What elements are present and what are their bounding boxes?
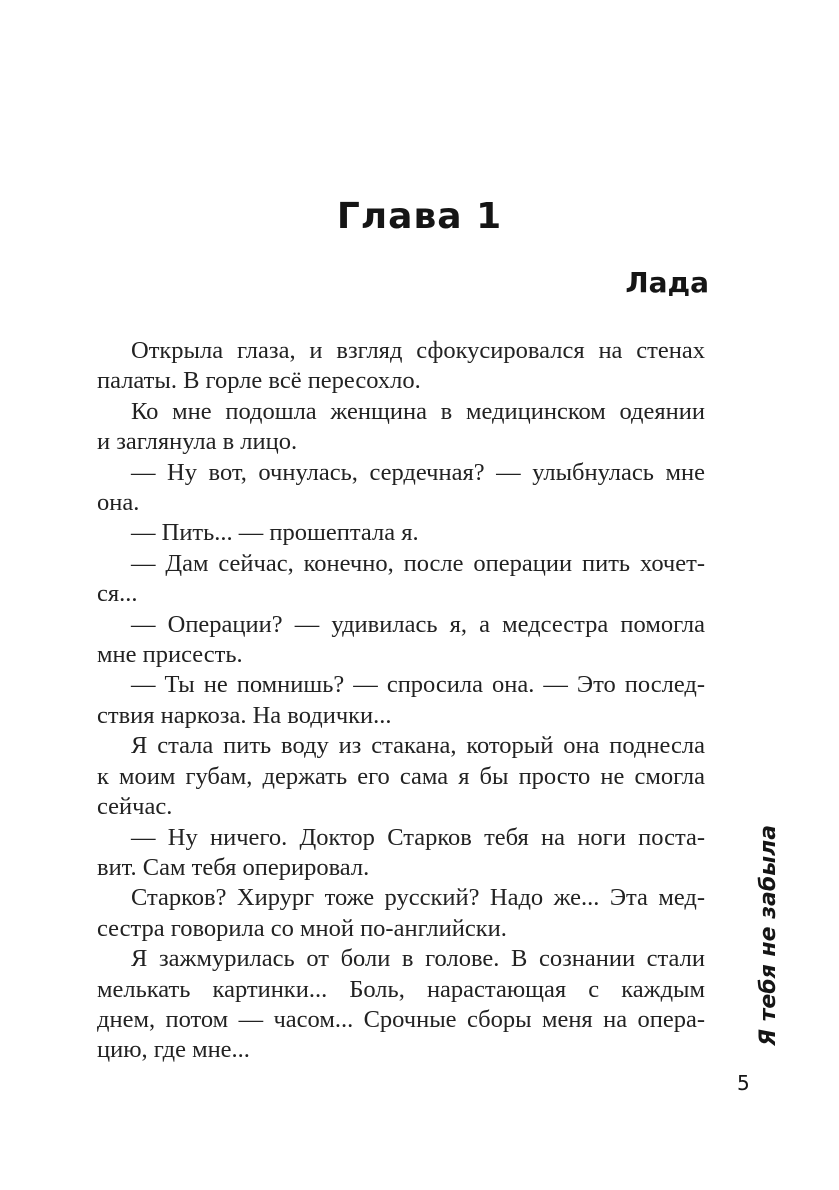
text-line: и заглянула в лицо. [97, 428, 298, 456]
text-line: днем, потом — часом... Срочные сборы меня на опера- [97, 1005, 705, 1033]
text-line: Открыла глаза, и взгляд сфокусировался на стенах [131, 337, 705, 364]
text-line: мелькать картинки... Боль, нарастающая с каждым [97, 975, 705, 1003]
text-line: вит. Сам тебя оперировал. [97, 853, 370, 881]
text-line: — Дам сейчас, конечно, после операции пить хочет- [131, 549, 705, 577]
pov-character-name: Лада [625, 266, 709, 299]
text-line: мне присесть. [97, 641, 243, 669]
text-line: — Ты не помнишь? — спросила она. — Это послед- [131, 671, 705, 699]
text-line: цию, где мне... [97, 1036, 250, 1064]
text-line: Я стала пить воду из стакана, который она поднесла [131, 732, 705, 760]
chapter-title: Глава 1 [336, 196, 503, 237]
running-head-book-title: Я тебя не забыла [756, 824, 781, 1046]
text-line: сейчас. [97, 793, 173, 821]
text-line: палаты. В горле всё пересохло. [97, 367, 421, 395]
text-line: ся... [97, 580, 138, 608]
text-line: — Ну вот, очнулась, сердечная? — улыбнулась мне [131, 458, 705, 486]
text-line: к моим губам, держать его сама я бы просто не смогла [97, 762, 705, 790]
text-line: — Операции? — удивилась я, а медсестра помогла [131, 610, 705, 638]
text-line: ствия наркоза. На водички... [97, 701, 392, 729]
text-line: Ко мне подошла женщина в медицинском одеянии [131, 397, 705, 425]
text-line: — Пить... — прошептала я. [131, 519, 419, 547]
text-line: сестра говорила со мной по-английски. [97, 914, 507, 942]
text-line: она. [97, 489, 140, 517]
body-text [97, 336, 705, 1066]
page-number: 5 [737, 1071, 750, 1095]
text-line: — Ну ничего. Доктор Старков тебя на ноги поста- [131, 823, 705, 851]
text-line: Старков? Хирург тоже русский? Надо же... Эта мед- [131, 884, 705, 912]
text-line: Я зажмурилась от боли в голове. В сознании стали [131, 945, 705, 973]
